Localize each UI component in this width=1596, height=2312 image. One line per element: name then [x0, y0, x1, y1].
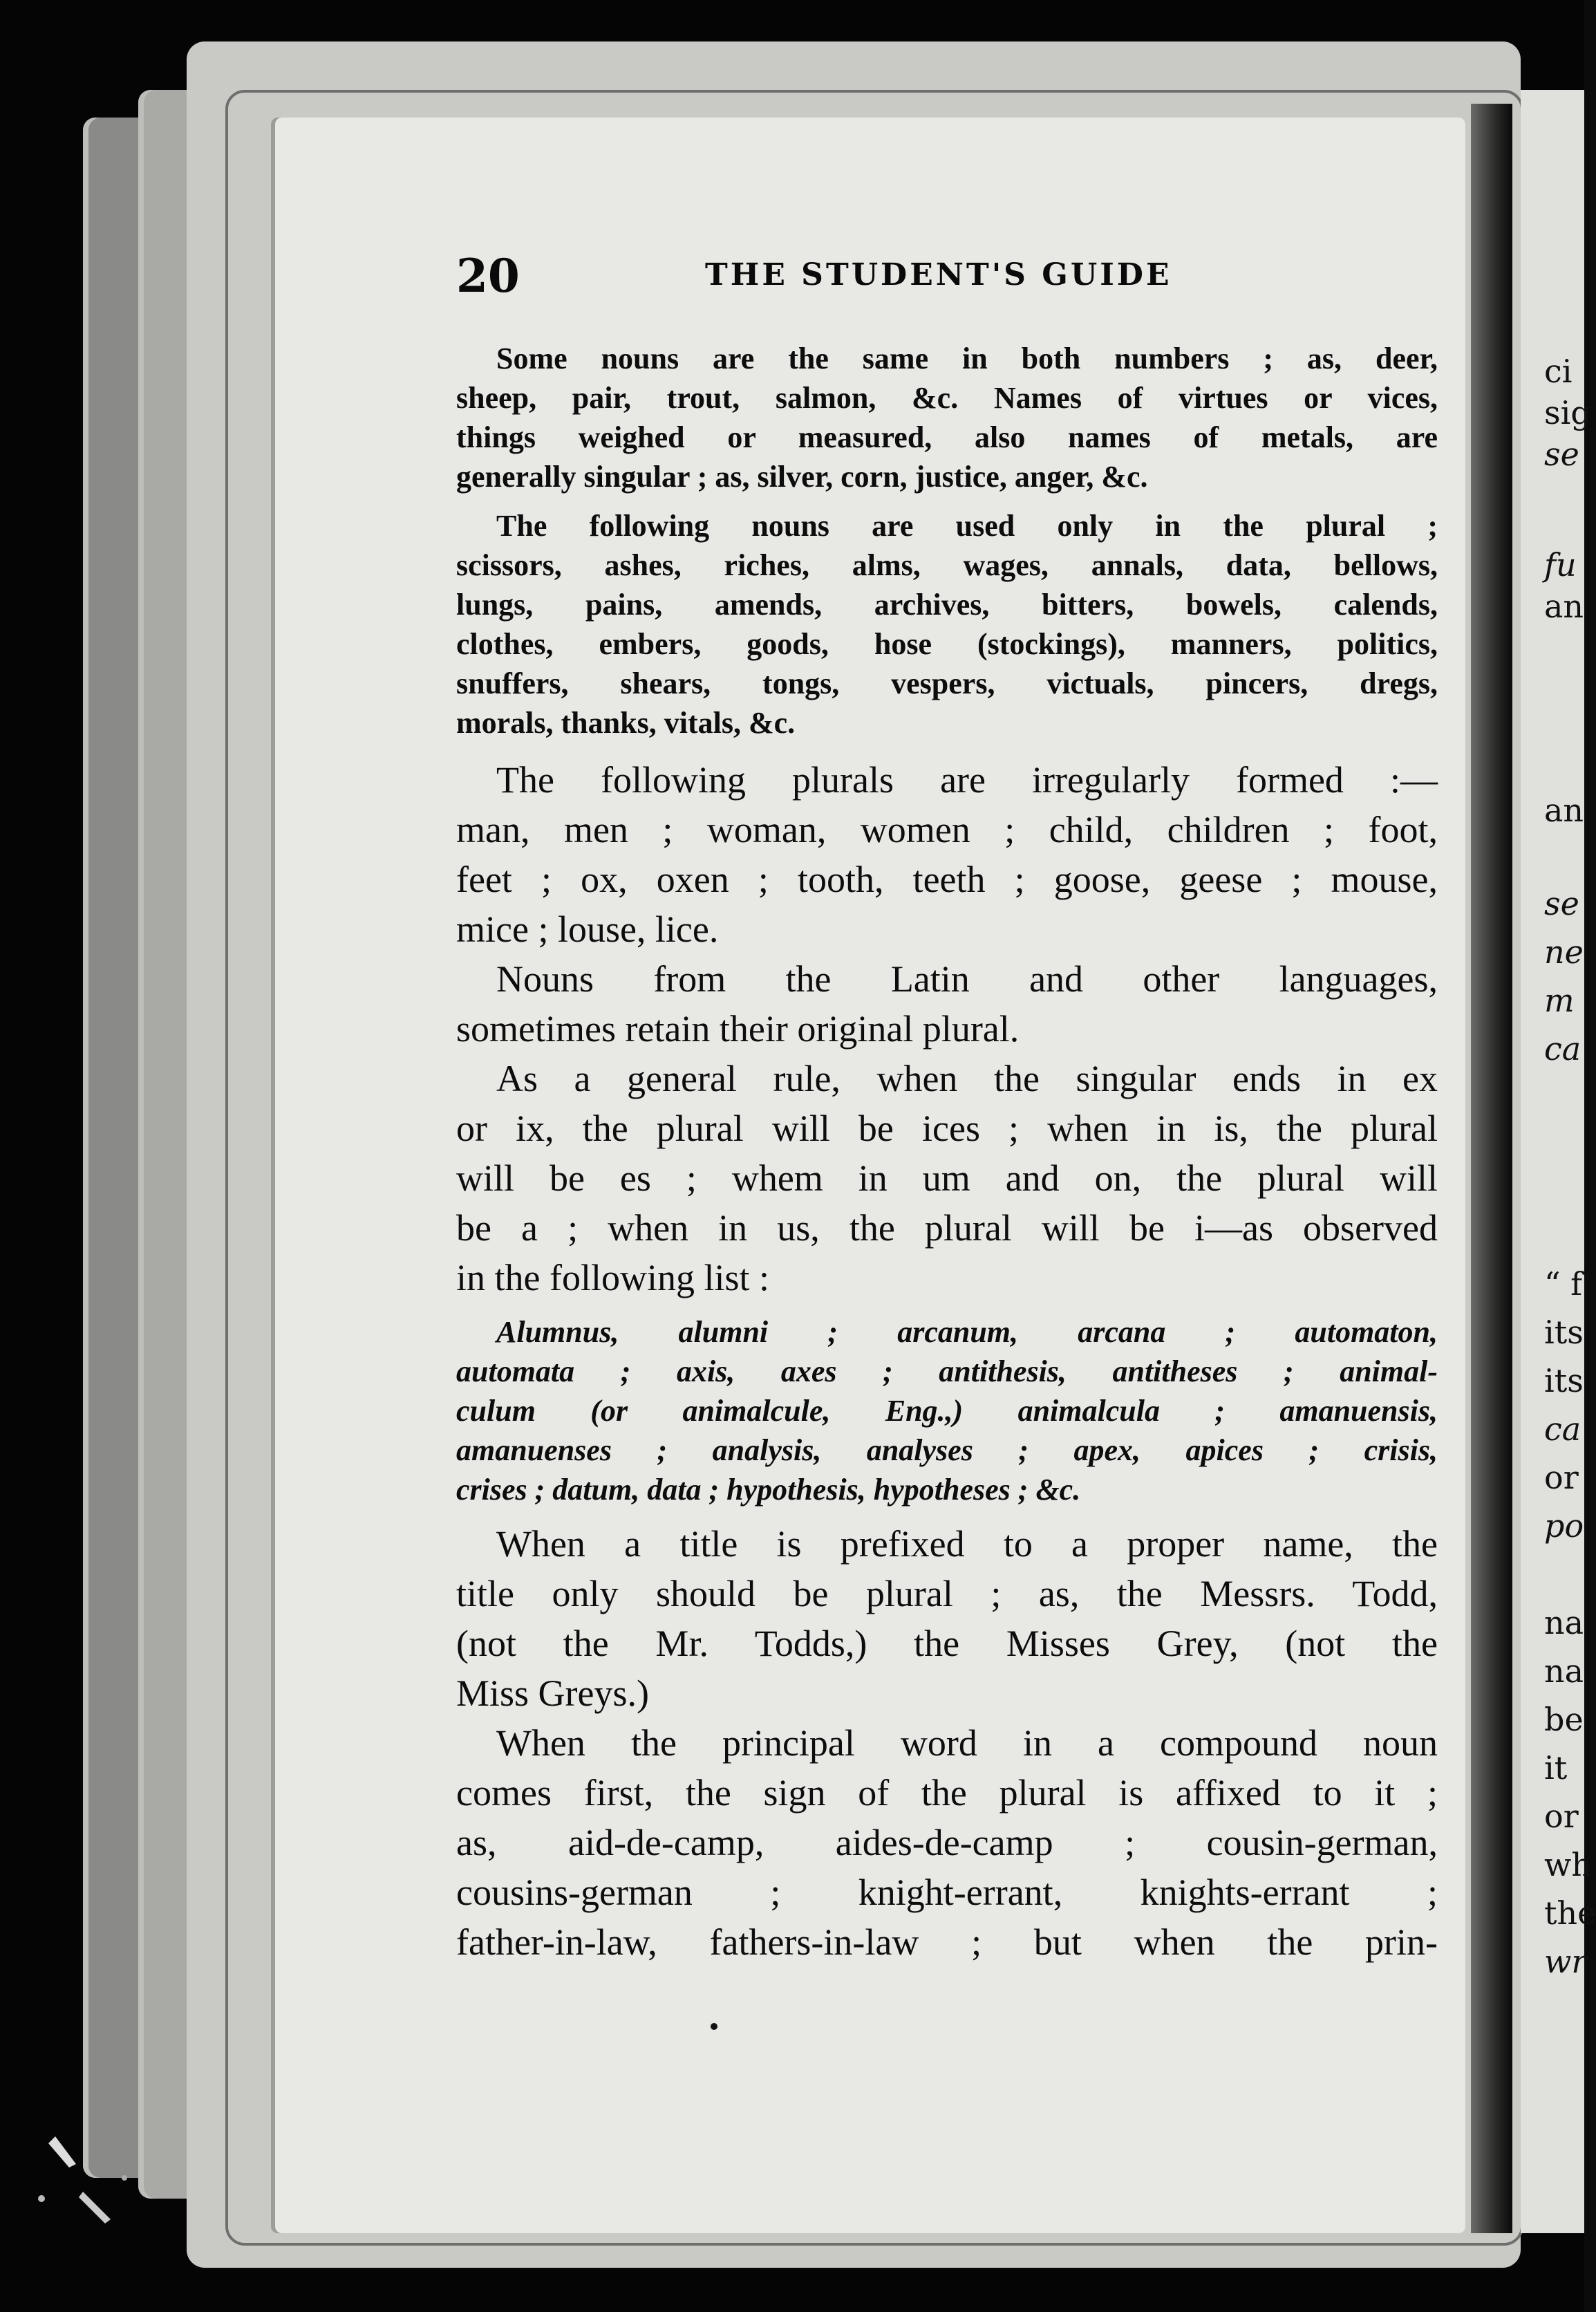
text-line: things weighed or measured, also names of metals, are [456, 420, 1438, 454]
running-title: THE STUDENT'S GUIDE [705, 257, 1172, 292]
text-line: clothes, embers, goods, hose (stockings), manners, politics, [456, 627, 1438, 661]
text-line: feet ; ox, oxen ; tooth, teeth ; goose, geese ; mouse, [456, 859, 1438, 900]
text-line: snuffers, shears, tongs, vespers, victuals, pincers, dregs, [456, 666, 1438, 700]
text-line: sometimes retain their original plural. [456, 1008, 1020, 1050]
facing-fragment: sig [1544, 394, 1591, 431]
body-text [456, 339, 1438, 1967]
text-line: generally singular ; as, silver, corn, justice, anger, &c. [456, 460, 1148, 494]
text-line: The following nouns are used only in the plural ; [496, 509, 1438, 543]
text-line: The following plurals are irregularly formed :— [496, 759, 1438, 801]
facing-fragment: the [1544, 1894, 1596, 1932]
text-line: automata ; axis, axes ; antithesis, antitheses ; animal- [456, 1354, 1438, 1388]
facing-fragment: po [1544, 1507, 1584, 1545]
paragraph [456, 755, 1438, 954]
text-line: When a title is prefixed to a proper name, the [496, 1523, 1438, 1565]
facing-fragment: na [1544, 1652, 1584, 1690]
facing-fragment: it [1544, 1749, 1568, 1787]
text-line: be a ; when in us, the plural will be i—as observed [456, 1207, 1438, 1249]
text-line: father-in-law, fathers-in-law ; but when the prin- [456, 1921, 1438, 1963]
text-line: in the following list : [456, 1257, 769, 1298]
paragraph [456, 1054, 1438, 1303]
facing-fragment: m [1544, 982, 1575, 1019]
facing-fragment: or [1544, 1798, 1579, 1835]
facing-fragment: se [1544, 885, 1579, 922]
text-line: When the principal word in a compound noun [496, 1722, 1438, 1764]
facing-fragment: ca [1544, 1410, 1581, 1448]
facing-fragment: wr [1544, 1943, 1587, 1980]
text-line: scissors, ashes, riches, alms, wages, annals, data, bellows, [456, 548, 1438, 582]
text-line: or ix, the plural will be ices ; when in is, the plural [456, 1108, 1438, 1149]
text-line: As a general rule, when the singular ends in ex [496, 1058, 1438, 1099]
text-line: comes first, the sign of the plural is affixed to it ; [456, 1772, 1438, 1814]
text-line: sheep, pair, trout, salmon, &c. Names of virtues or vices, [456, 381, 1438, 415]
facing-fragment: or [1544, 1459, 1579, 1496]
paragraph [456, 506, 1438, 743]
paragraph [456, 954, 1438, 1054]
text-line: mice ; louse, lice. [456, 908, 719, 950]
facing-fragment: fu [1544, 546, 1577, 584]
text-line: Miss Greys.) [456, 1672, 649, 1714]
text-line: as, aid-de-camp, aides-de-camp ; cousin-german, [456, 1822, 1438, 1863]
dust-specks [28, 2116, 166, 2254]
paragraph [456, 339, 1438, 496]
book-gutter [1471, 104, 1512, 2233]
facing-fragment: ca [1544, 1030, 1581, 1068]
facing-fragment: an [1544, 792, 1584, 829]
facing-fragment: se [1544, 436, 1579, 473]
facing-fragment: be [1544, 1701, 1584, 1738]
facing-fragment: its [1544, 1314, 1584, 1351]
facing-fragment: wh [1544, 1846, 1592, 1883]
facing-fragment: its [1544, 1362, 1584, 1399]
text-line: man, men ; woman, women ; child, children ; foot, [456, 809, 1438, 850]
facing-fragment: ne [1544, 933, 1584, 971]
text-line: lungs, pains, amends, archives, bitters, bowels, calends, [456, 588, 1438, 622]
text-line: Alumnus, alumni ; arcanum, arcana ; automaton, [496, 1315, 1438, 1349]
facing-fragment: ci [1544, 353, 1572, 390]
text-line: (not the Mr. Todds,) the Misses Grey, (not the [456, 1623, 1438, 1664]
text-line: crises ; datum, data ; hypothesis, hypotheses ; &c. [456, 1473, 1081, 1507]
text-line: morals, thanks, vitals, &c. [456, 706, 796, 740]
facing-page [1521, 90, 1596, 2233]
paragraph [456, 1519, 1438, 1718]
paragraph [456, 1312, 1438, 1509]
facing-fragment: “ f [1544, 1265, 1583, 1303]
text-line: will be es ; whem in um and on, the plural will [456, 1157, 1438, 1199]
text-line: title only should be plural ; as, the Messrs. Todd, [456, 1573, 1438, 1614]
paragraph [456, 1718, 1438, 1967]
facing-fragment: an [1544, 588, 1584, 625]
text-line: Some nouns are the same in both numbers ; as, deer, [496, 342, 1438, 375]
ink-dot [711, 2023, 717, 2030]
facing-fragment: na [1544, 1604, 1584, 1641]
text-line: culum (or animalcule, Eng.,) animalcula ; amanuensis, [456, 1394, 1438, 1428]
text-line: cousins-german ; knight-errant, knights-errant ; [456, 1872, 1438, 1913]
page-number: 20 [456, 249, 520, 303]
text-line: amanuenses ; analysis, analyses ; apex, apices ; crisis, [456, 1433, 1438, 1467]
text-line: Nouns from the Latin and other languages, [496, 958, 1438, 1000]
